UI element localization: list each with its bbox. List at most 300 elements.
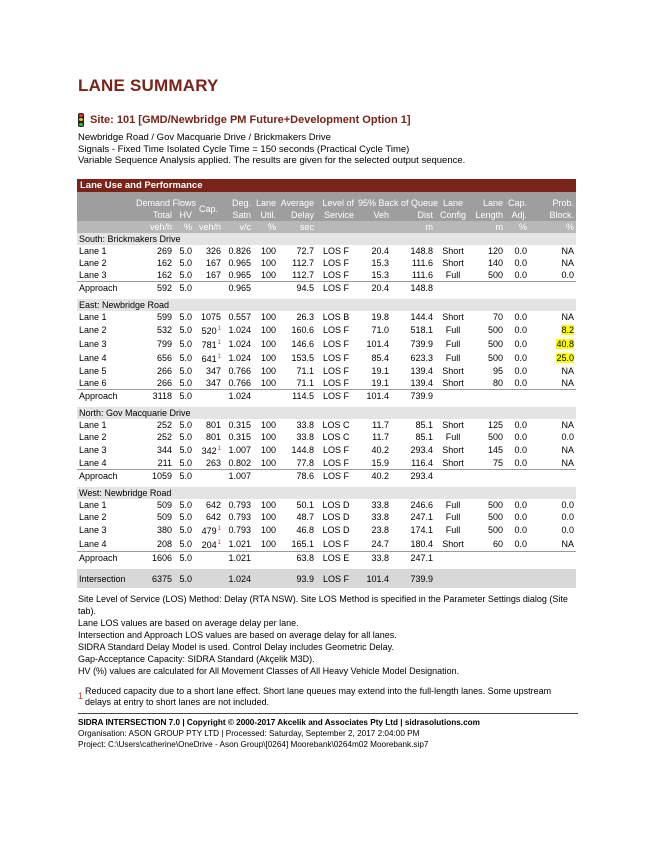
cell-value: 140	[487, 258, 503, 268]
table-cell	[529, 323, 576, 337]
cell-value: 100	[260, 420, 276, 430]
cell-value: 0.793	[228, 500, 251, 510]
cell-value: Lane 3	[79, 339, 107, 349]
table-cell	[174, 365, 194, 377]
unit-cell: %	[174, 221, 194, 233]
cell-value: 0.802	[228, 458, 251, 468]
table-cell	[77, 569, 134, 588]
cell-value: 0.0	[514, 258, 527, 268]
table-cell	[391, 537, 435, 552]
header-adj: Adj.	[505, 209, 529, 221]
table-cell	[134, 365, 174, 377]
cell-value: 112.7	[292, 258, 314, 268]
cell-value: 5.0	[179, 458, 192, 468]
cell-value: 85.1	[415, 420, 433, 430]
table-cell	[356, 377, 391, 390]
cell-value: LOS F	[322, 246, 349, 256]
note: Gap-Acceptance Capacity: SIDRA Standard (Akçelik M3D).	[78, 654, 315, 664]
cell-value: 642	[205, 512, 221, 522]
table-cell	[356, 431, 391, 443]
unit-cell: sec	[278, 221, 316, 233]
cell-value: 247.1	[410, 512, 433, 522]
table-cell	[316, 377, 356, 390]
unit-cell	[356, 221, 391, 233]
table-cell	[223, 537, 253, 552]
table-cell	[223, 351, 253, 365]
table-cell	[253, 365, 278, 377]
table-cell	[253, 390, 278, 403]
table-cell	[278, 269, 316, 282]
table-cell	[77, 552, 134, 565]
cell-value: 1.024	[228, 573, 251, 584]
header-block: Block.	[529, 209, 576, 221]
header-back-of-queue: 95% Back of Queue	[356, 192, 435, 209]
cell-value: Lane 2	[79, 325, 107, 335]
cell-value: 326	[205, 246, 221, 256]
cell-value: 26.3	[296, 312, 314, 322]
table-cell	[77, 419, 134, 431]
table-cell	[391, 351, 435, 365]
table-cell	[174, 537, 194, 552]
header-delay: Delay	[278, 209, 316, 221]
table-cell	[505, 311, 529, 323]
lane-row	[77, 365, 576, 377]
lane-row	[77, 431, 576, 443]
cell-value: 1.007	[228, 471, 251, 481]
header-demand-flows: Demand Flows	[134, 192, 194, 209]
cell-value: 80	[492, 378, 503, 388]
cell-value: 509	[156, 512, 172, 522]
table-cell	[316, 419, 356, 431]
cell-value: 0.0	[514, 353, 527, 363]
table-cell	[471, 323, 505, 337]
cell-value: 116.4	[411, 458, 433, 468]
table-cell	[77, 245, 134, 257]
cell-value: 148.8	[410, 283, 433, 293]
approach-heading	[77, 487, 576, 499]
table-cell	[77, 443, 134, 457]
cell-value: Lane 3	[79, 445, 107, 455]
cell-value: 208	[156, 539, 172, 549]
approach-heading	[77, 407, 576, 419]
lane-row	[77, 419, 576, 431]
cell-value: 1075	[200, 312, 221, 322]
table-cell	[77, 282, 134, 295]
table-cell	[253, 511, 278, 523]
table-cell	[505, 365, 529, 377]
table-cell	[194, 457, 223, 470]
table-cell	[134, 311, 174, 323]
table-cell	[223, 377, 253, 390]
cell-value: 165.1	[291, 539, 314, 549]
table-cell	[529, 282, 576, 295]
table-cell	[505, 499, 529, 511]
table-cell	[435, 499, 471, 511]
cell-value: 342	[201, 446, 217, 456]
table-cell	[316, 511, 356, 523]
table-cell	[253, 351, 278, 365]
table-cell	[471, 431, 505, 443]
cell-value: 15.9	[371, 458, 389, 468]
cell-value: 500	[487, 512, 503, 522]
cell-value: 0.0	[514, 325, 527, 335]
table-cell	[316, 351, 356, 365]
table-cell	[529, 431, 576, 443]
table-cell	[77, 337, 134, 351]
table-cell	[134, 499, 174, 511]
table-cell	[391, 323, 435, 337]
cell-value: 347	[205, 366, 221, 376]
cell-value: 100	[260, 539, 276, 549]
table-cell	[194, 431, 223, 443]
cell-value: 0.793	[228, 525, 251, 535]
cell-value: 5.0	[179, 283, 192, 293]
cell-value: 500	[487, 325, 503, 335]
cell-value: 100	[260, 339, 276, 349]
unit-cell: veh/h	[194, 221, 223, 233]
table-cell	[174, 257, 194, 269]
cell-value: 0.0	[561, 500, 574, 510]
footnote-ref: 1	[217, 340, 221, 346]
table-cell	[435, 431, 471, 443]
table-cell	[391, 365, 435, 377]
table-cell	[223, 337, 253, 351]
cell-value: 293.4	[410, 471, 433, 481]
table-cell	[77, 537, 134, 552]
table-cell	[253, 269, 278, 282]
cell-value: 5.0	[179, 512, 192, 522]
table-cell	[134, 511, 174, 523]
table-cell	[223, 365, 253, 377]
cell-value: Short	[442, 366, 464, 376]
table-cell	[77, 470, 134, 483]
cell-value: Lane 3	[79, 525, 107, 535]
table-cell	[316, 443, 356, 457]
table-cell	[435, 419, 471, 431]
note: Site Level of Service (LOS) Method: Delay (RTA NSW). Site LOS Method is specified in the Parameter Settings dialog (Site tab).	[78, 594, 568, 616]
cell-value: LOS F	[322, 283, 349, 293]
cell-value: 5.0	[179, 500, 192, 510]
cell-value: LOS F	[322, 458, 349, 468]
header-deg: Deg.	[223, 192, 253, 209]
cell-value: Short	[442, 420, 464, 430]
table-cell	[278, 245, 316, 257]
table-cell	[471, 470, 505, 483]
cell-value: LOS F	[322, 573, 349, 584]
cell-value: Full	[445, 325, 461, 335]
cell-value: 0.0	[514, 445, 527, 455]
table-cell	[134, 569, 174, 588]
cell-value: 0.0	[514, 378, 527, 388]
unit-cell: veh/h	[134, 221, 174, 233]
cell-value: 0.965	[228, 270, 251, 280]
table-cell	[174, 443, 194, 457]
cell-value: 781	[201, 340, 217, 350]
cell-value: 0.826	[228, 246, 251, 256]
table-cell	[435, 245, 471, 257]
cell-value: 532	[156, 325, 172, 335]
table-cell	[223, 457, 253, 470]
table-cell	[391, 390, 435, 403]
table-cell	[529, 511, 576, 523]
table-cell	[194, 569, 223, 588]
cell-value: 0.0	[514, 458, 527, 468]
footer-organisation: Organisation: ASON GROUP PTY LTD | Processed: Saturday, September 2, 2017 2:04:00 PM	[78, 729, 420, 738]
cell-value: 77.8	[296, 458, 314, 468]
table-cell	[435, 390, 471, 403]
header-util: Util.	[253, 209, 278, 221]
cell-value: 0.965	[228, 258, 251, 268]
table-cell	[134, 419, 174, 431]
unit-cell	[316, 221, 356, 233]
cell-value: 1.024	[228, 391, 251, 401]
cell-value: 139.4	[410, 378, 433, 388]
cell-value: Lane 2	[79, 432, 107, 442]
cell-value: 33.8	[371, 512, 389, 522]
cell-value: 509	[156, 500, 172, 510]
table-cell	[223, 269, 253, 282]
cell-value: 24.7	[371, 539, 389, 549]
table-cell	[316, 311, 356, 323]
table-cell	[223, 323, 253, 337]
cell-value: 23.8	[371, 525, 389, 535]
site-title: Site: 101 [GMD/Newbridge PM Future+Development Option 1]	[90, 114, 411, 126]
table-cell	[278, 470, 316, 483]
cell-value: LOS F	[322, 539, 349, 549]
lane-use-table-section	[77, 179, 576, 588]
table-cell	[529, 257, 576, 269]
cell-value: 100	[260, 325, 276, 335]
cell-value: LOS F	[322, 471, 349, 481]
cell-value: 263	[205, 458, 221, 468]
cell-value: 293.4	[410, 445, 433, 455]
cell-value: 5.0	[179, 573, 192, 584]
approach-heading	[77, 299, 576, 311]
table-cell	[77, 311, 134, 323]
table-cell	[316, 470, 356, 483]
header-veh: Veh	[356, 209, 391, 221]
lane-row	[77, 537, 576, 552]
cell-value: 112.7	[292, 270, 314, 280]
table-cell	[77, 323, 134, 337]
table-cell	[174, 511, 194, 523]
table-cell	[316, 257, 356, 269]
cell-value: Approach	[79, 391, 118, 401]
note: Intersection and Approach LOS values are based on average delay for all lanes.	[78, 630, 397, 640]
table-cell	[471, 311, 505, 323]
header-prob: Prob.	[529, 192, 576, 209]
table-cell	[194, 337, 223, 351]
unit-cell	[77, 221, 134, 233]
header-satn: Satn	[223, 209, 253, 221]
approach-total-row	[77, 390, 576, 403]
table-cell	[505, 337, 529, 351]
cell-value: 100	[260, 270, 276, 280]
table-cell	[253, 569, 278, 588]
unit-cell: %	[529, 221, 576, 233]
footer-brand: SIDRA INTERSECTION 7.0 | Copyright © 2000-2017 Akcelik and Associates Pty Ltd | sidrasolutions.com	[78, 718, 480, 727]
table-cell	[391, 257, 435, 269]
table-cell	[435, 269, 471, 282]
cell-value: 125	[487, 420, 503, 430]
header-cap: Cap.	[194, 192, 223, 221]
cell-value: 5.0	[179, 325, 192, 335]
cell-value: 33.8	[296, 432, 314, 442]
cell-value: Lane 4	[79, 458, 107, 468]
cell-value: 100	[260, 458, 276, 468]
table-cell	[471, 365, 505, 377]
cell-value: 0.0	[561, 512, 574, 522]
cell-value: Short	[442, 445, 464, 455]
table-cell	[253, 337, 278, 351]
table-cell	[435, 470, 471, 483]
table-cell	[391, 523, 435, 537]
table-cell	[174, 311, 194, 323]
cell-value: 162	[156, 258, 172, 268]
table-cell	[529, 569, 576, 588]
table-cell	[471, 282, 505, 295]
cell-value: 100	[260, 258, 276, 268]
table-cell	[77, 511, 134, 523]
table-cell	[391, 311, 435, 323]
cell-value: 144.4	[410, 312, 433, 322]
table-cell	[435, 323, 471, 337]
cell-value: 500	[487, 270, 503, 280]
table-cell	[253, 537, 278, 552]
table-cell	[278, 351, 316, 365]
footnote	[78, 686, 578, 708]
cell-value: 252	[156, 420, 172, 430]
cell-value: 3118	[152, 391, 172, 401]
table-cell	[194, 257, 223, 269]
cell-value: NA	[561, 420, 574, 430]
cell-value: 78.6	[296, 471, 314, 481]
cell-value: 114.5	[292, 391, 314, 401]
cell-value: Full	[445, 525, 461, 535]
cell-value: 801	[205, 420, 221, 430]
cell-value: 520	[201, 326, 217, 336]
cell-value: 500	[487, 432, 503, 442]
table-cell	[435, 311, 471, 323]
cell-value: 5.0	[179, 420, 192, 430]
table-cell	[435, 537, 471, 552]
cell-value: 174.1	[410, 525, 433, 535]
note: HV (%) values are calculated for All Movement Classes of All Heavy Vehicle Model Designation.	[78, 666, 460, 676]
cell-value: Full	[445, 339, 461, 349]
table-cell	[471, 523, 505, 537]
table-cell	[253, 470, 278, 483]
cell-value: 111.6	[411, 270, 433, 280]
cell-value: 739.9	[410, 573, 433, 584]
table-cell	[391, 337, 435, 351]
cell-value: 60	[492, 539, 503, 549]
table-cell	[505, 569, 529, 588]
table-cell	[435, 523, 471, 537]
table-cell	[391, 431, 435, 443]
table-cell	[253, 323, 278, 337]
table-cell	[391, 419, 435, 431]
cell-value: 148.8	[410, 246, 433, 256]
table-cell	[278, 337, 316, 351]
table-cell	[529, 470, 576, 483]
cell-value: 0.0	[514, 525, 527, 535]
cell-value: 15.3	[371, 258, 389, 268]
table-cell	[391, 499, 435, 511]
cell-value: 0.0	[561, 432, 574, 442]
cell-value: Short	[442, 458, 464, 468]
cell-value: 0.0	[514, 270, 527, 280]
header-total: Total	[134, 209, 174, 221]
table-cell	[253, 282, 278, 295]
approach-name: West: Newbridge Road	[77, 487, 576, 499]
header-average: Average	[278, 192, 316, 209]
cell-value: 599	[156, 312, 172, 322]
header-lane-config: Lane	[435, 192, 471, 209]
footnote-marker: 1	[78, 691, 84, 701]
cell-value: 1606	[151, 553, 172, 563]
table-cell	[356, 499, 391, 511]
cell-value: 5.0	[179, 432, 192, 442]
cell-value: LOS E	[322, 553, 350, 563]
cell-value: 100	[260, 432, 276, 442]
cell-value: 0.0	[514, 312, 527, 322]
cell-value: 5.0	[179, 378, 192, 388]
cell-value: LOS F	[322, 325, 349, 335]
cell-value: Intersection	[79, 573, 126, 584]
table-cell	[134, 282, 174, 295]
header-cap-adj: Cap.	[505, 192, 529, 209]
table-cell	[134, 245, 174, 257]
cell-value: NA	[561, 312, 574, 322]
cell-value: Short	[442, 246, 464, 256]
cell-value: 344	[156, 445, 172, 455]
table-cell	[529, 245, 576, 257]
table-cell	[77, 269, 134, 282]
cell-value: NA	[561, 445, 574, 455]
cell-value: 0.0	[514, 420, 527, 430]
table-cell	[529, 311, 576, 323]
cell-value: 1.024	[228, 325, 251, 335]
table-cell	[435, 351, 471, 365]
table-cell	[435, 457, 471, 470]
cell-value: 0.793	[228, 512, 251, 522]
table-cell	[529, 390, 576, 403]
cell-value: NA	[561, 378, 574, 388]
table-cell	[316, 552, 356, 565]
cell-value: 11.7	[372, 432, 389, 442]
cell-value: 33.8	[296, 420, 314, 430]
table-cell	[316, 390, 356, 403]
cell-value: 5.0	[179, 270, 192, 280]
footnote-ref: 1	[217, 526, 221, 532]
table-cell	[471, 390, 505, 403]
cell-value: 71.1	[296, 378, 314, 388]
cell-value: 93.9	[296, 573, 314, 584]
cell-value: 180.4	[410, 539, 433, 549]
cell-value: 0.0	[514, 246, 527, 256]
site-description	[78, 132, 465, 167]
header-level-of: Level of	[316, 192, 356, 209]
cell-value: 500	[487, 525, 503, 535]
cell-value: 5.0	[179, 445, 192, 455]
header-hv: HV	[174, 209, 194, 221]
table-cell	[253, 431, 278, 443]
cell-value: Lane 4	[79, 353, 107, 363]
table-cell	[471, 511, 505, 523]
cell-value: Lane 1	[79, 246, 107, 256]
cell-value: 500	[487, 500, 503, 510]
table-cell	[77, 457, 134, 470]
